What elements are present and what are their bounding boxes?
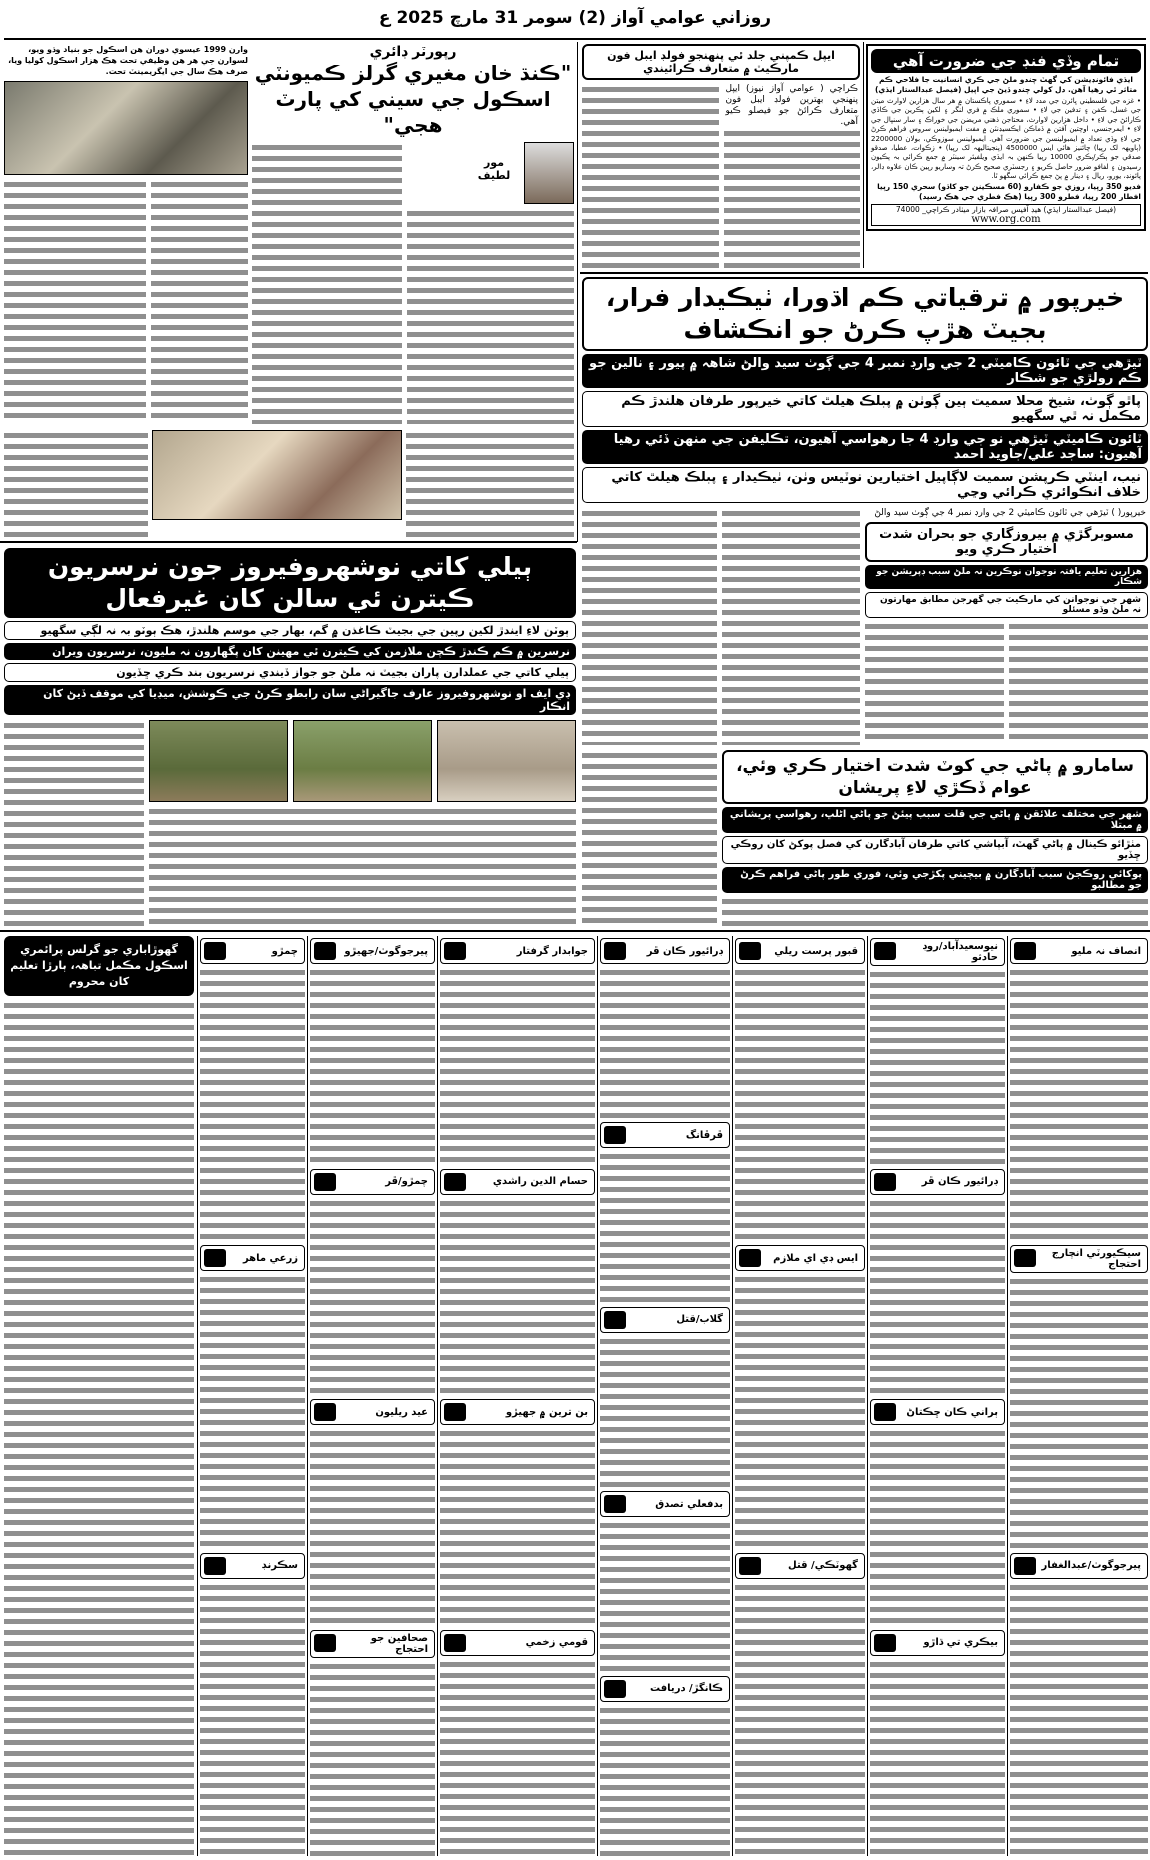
ad-body: • غزه جي فلسطيني ڀائرن جي مدد لاءِ • سموري پاڪستان ۾ هر سال هزارين لاوارث ميتن جي غسل، ڪفن ۽ تدفين جي لاءِ • سموري ملڪ ۾ فري لنگر ۽ لکين ٻڪرين جي ڪاڌي ڪارائڻ جي لاءِ • داخل هزارين لاوارث، محتاجن ذهني مريضن جي خوراڪ ۽ سار سنڀال جي لاءِ • ايمرجنسي، اوچتين آفتن ۾ ڏماڪن ايڪسيڊنٽن ۾ مفت ايمبولينس سروس فراهم ڪرڻ جي لاءِ وڏي تعداد ۾ ايمبولينسن جي ضرورت آهي. ايمبولينس سوزوڪي، بولان 2200000 (ٻاويهہ لک رپيا) چائنيز هائي ايس 4500000 (پنجيتاليهہ لک رپيا) • زڪوات، عطيا، صدقو صدقي جو ٻڪر/ٻڪري 10000 رپيا ڪنهن بہ ايڌي ويلفيئر سينٽر ۾ جمع ڪرائي بہ پڪيون رسيدون ۽ لفافو ضرور حاصل ڪريو ۽ رجسٽري صحيح ڪرڻ تہ وساريو رپين ڪان علاوه ڊالر، پائونڊ، يورو، ريال ۽ دينار ۾ پڻ جمع ڪرائي سگهو ٿا.: [871, 97, 1142, 181]
column-rule: [577, 42, 578, 542]
story-heading-label: ڦرڦانگ: [685, 1129, 723, 1141]
news-story: [1010, 1553, 1148, 1856]
ad-rate-1: فديو 350 رپيا، روزي جو ڪفارو (60 مسڪينن جو کاڌو) سحري 150 رپيا: [877, 181, 1141, 191]
dateline-block-icon: [444, 1173, 466, 1191]
khairpur-subhead-3: ٽائون ڪاميٽي ٽيڙهي نو جي وارڊ 4 جا رهواسي آهيون، تڪليفن جي منهن ڏئي رهيا آهيون: ساجد علي/جاويد احمد: [582, 430, 1148, 464]
dateline-block-icon: [874, 1403, 896, 1421]
story-heading: [310, 1169, 435, 1195]
dateline-block-icon: [739, 942, 761, 960]
article-body-text: [252, 142, 402, 424]
school-children-photo: [152, 430, 402, 520]
article-body-text: [440, 1659, 595, 1857]
news-story: [870, 1630, 1005, 1857]
article-body-text: [600, 1520, 730, 1671]
article-body-text: [600, 1705, 730, 1856]
nursery-photo-1: [149, 720, 288, 802]
khairpur-subhead-1: ٽيڙهي جي ٽائون ڪاميٽي 2 جي وارڊ نمبر 4 جي ڳوٺ سيد والڻ شاهہ ۾ پيور ۽ نالين جو ڪم رولڙي جو شڪار: [582, 354, 1148, 388]
khairpur-subhead-4: نيب، اينٽي ڪرپشن سميت لاڳاپيل اختيارين نوٽيس وٺن، ٺيڪيدار ۽ پبلڪ هيلٿ کاتي خلاف انڪوائري ڪرائي وڃي: [582, 467, 1148, 503]
story-heading-label: عيد ريليون: [375, 1406, 428, 1418]
article-body-text: [1010, 967, 1148, 1241]
article-body-text: [735, 1582, 865, 1856]
column-rule: [437, 936, 438, 1856]
nursery-photo-2: [293, 720, 432, 802]
ad-intro: ايڌي فائونڊيشن کي گهٽ چندو ملڻ جي ڪري انسانيت جا فلاحي ڪم متاثر ٿي رهيا آهن. دل کولي چندو ڏيڻ جي اپيل (فيصل عبدالستار ايڌي): [874, 75, 1138, 94]
water-subhead-3: پوکائي روڪجڻ سبب آبادگارن ۾ بيچيني پکڙجي وئي، فوري طور پاڻي فراهم ڪرڻ جو مطالبو: [722, 867, 1148, 893]
article-body-text: [310, 1661, 435, 1857]
dateline-block-icon: [604, 1311, 626, 1329]
story-heading: [870, 1630, 1005, 1656]
article-body-text: [600, 1151, 730, 1302]
news-story: [870, 1169, 1005, 1396]
story-heading: [870, 1169, 1005, 1195]
story-heading-label: ڪانگڙ/ دريافت: [650, 1683, 723, 1695]
news-column: [440, 938, 595, 1856]
news-story: [600, 1307, 730, 1487]
news-story: [600, 1491, 730, 1671]
dateline-block-icon: [444, 1634, 466, 1652]
story-heading-label: انصاف نہ مليو: [1071, 945, 1141, 957]
section-rule: [580, 272, 1148, 274]
ad-title: تمام وڏي فنڊ جي ضرورت آهي: [871, 49, 1141, 73]
apple-lead: ڪراچي ( عوامي آواز نيوز) ايپل پنهنجي بهترين فولڊ ايبل فون متعارف ڪرائڻ جو فيصلو ڪيو آهي.: [725, 84, 858, 127]
news-story: [870, 1399, 1005, 1626]
story-heading: [600, 938, 730, 964]
water-subhead-2: مٺڙائو ڪينال ۾ پاڻي گهٽ، آبپاشي کاتي طرفان آبادگارن کي فصل پوکڻ کان روڪي ڇڏيو: [722, 836, 1148, 864]
dateline-block-icon: [204, 1249, 226, 1267]
article-body-text: [4, 1000, 194, 1856]
apple-headline: ايپل ڪمپني جلد ئي پنهنجو فولڊ ايبل فون مارڪيٽ ۾ متعارف ڪرائيندي: [582, 44, 860, 80]
story-heading: [870, 938, 1005, 966]
edhi-ad: [866, 44, 1146, 231]
section-rule: [0, 541, 577, 543]
story-heading-label: چمڙو/ڦر: [385, 1176, 428, 1187]
news-story: [200, 1553, 305, 1856]
story-heading: [600, 1676, 730, 1702]
news-story: [310, 1630, 435, 1857]
story-heading-label: بن ترين ۾ جهيڙو: [505, 1406, 588, 1418]
article-body-text: [870, 1198, 1005, 1396]
story-heading-label: سڪرنڊ: [261, 1560, 298, 1572]
article-body-text: [4, 430, 148, 538]
unemployment-subhead-2: شهر جي نوجوانن کي مارڪيٽ جي گهرجن مطابق مهارتون نہ ملڻ وڏو مسئلو: [865, 592, 1148, 618]
dateline-block-icon: [444, 942, 466, 960]
column-rule: [307, 936, 308, 1856]
diary-headline: "ڪنڌ خان مغيري گرلز ڪميونٽي اسڪول جي سيني کي پارٽ هجي": [254, 61, 572, 137]
news-column: [1010, 938, 1148, 1856]
column-rule: [732, 936, 733, 1856]
masthead-rule: [4, 38, 1146, 40]
article-body-text: [582, 750, 717, 926]
article-body-text: [870, 969, 1005, 1165]
story-heading-label: زرعي ماهر: [242, 1252, 298, 1264]
diary-author: مور لطيف: [477, 156, 511, 182]
story-heading-label: بيڪري تي ڌاڙو: [923, 1637, 998, 1648]
story-heading-label: قومي زخمي: [525, 1637, 588, 1648]
article-body-text: [4, 179, 146, 424]
article-body-text: [200, 1582, 305, 1856]
article-body-text: [722, 508, 860, 745]
story-heading-label: صحافين جو احتجاج: [370, 1632, 428, 1655]
article-body-text: [151, 179, 248, 424]
story-heading: [310, 938, 435, 964]
story-heading: [600, 1491, 730, 1517]
article-body-text: [870, 1428, 1005, 1626]
dateline-block-icon: [314, 942, 336, 960]
column-rule: [863, 42, 864, 268]
story-heading-label: پيرجوگوٺ/عبدالغفار: [1041, 1560, 1141, 1572]
story-heading-label: ڊرائيور ڪان ڦر: [921, 1176, 998, 1187]
news-story: [310, 1399, 435, 1626]
dateline-block-icon: [204, 1557, 226, 1575]
article-body-text: [724, 128, 861, 268]
unemployment-subhead-1: هزارين تعليم يافتہ نوجوان نوڪرين نہ ملڻ سبب ڊپريشن جو شڪار: [865, 565, 1148, 589]
nursery-headline: ٻيلي کاتي نوشهروفيروز جون نرسريون ڪيترن ئي سالن کان غيرفعال: [4, 548, 576, 618]
article-body-text: [440, 967, 595, 1165]
article-body-text: [582, 508, 717, 745]
news-story: [440, 1630, 595, 1857]
dateline-block-icon: [204, 942, 226, 960]
dateline-block-icon: [874, 1634, 896, 1652]
page-dateline: روزاني عوامي آواز (2) سومر 31 مارچ 2025 ع: [378, 8, 772, 28]
story-heading-label: گهوٽڪي/ قتل: [788, 1560, 858, 1572]
author-photo: [524, 142, 574, 204]
story-heading: [600, 1307, 730, 1333]
dateline-block-icon: [874, 942, 896, 960]
news-story: [440, 1399, 595, 1626]
dateline-block-icon: [1014, 1249, 1036, 1267]
story-heading-label: چمڙو: [271, 945, 298, 957]
story-heading: [200, 1553, 305, 1579]
khairpur-headline: خيرپور ۾ ترقياتي ڪم اڌورا، ٺيڪيدار فرار، بجيٽ هڙپ ڪرڻ جو انڪشاف: [582, 277, 1148, 351]
column-rule: [197, 936, 198, 1856]
story-heading-label: ايس ڊي اي ملازم: [773, 1252, 858, 1264]
article-body-text: [310, 967, 435, 1165]
story-heading-label: جوابدار گرفتار: [516, 945, 588, 957]
article-body-text: [865, 621, 1004, 745]
news-story: [200, 1245, 305, 1548]
news-story: [735, 1553, 865, 1856]
article-body-text: [310, 1428, 435, 1626]
story-heading-label: پيرجوگوٺ/جهيڙو: [344, 945, 428, 957]
ad-address: (فيصل عبدالستار ايڌي) هيڊ آفيس صرافہ بازار ميٺادر ڪراچي_ 74000: [895, 204, 1117, 214]
diary-label: رپورٽر ڊائري: [369, 44, 457, 60]
article-body-text: [406, 430, 574, 538]
news-column: [600, 938, 730, 1856]
story-heading: [440, 1399, 595, 1425]
news-column: [735, 938, 865, 1856]
dateline-block-icon: [604, 1495, 626, 1513]
water-subhead-1: شهر جي مختلف علائقن ۾ پاڻي جي قلت سبب پيئڻ جو پاڻي اڻلڀ، رهواسي پريشاني ۾ مبتلا: [722, 807, 1148, 833]
article-body-text: [600, 1336, 730, 1487]
story-heading: [735, 1245, 865, 1271]
news-story: [310, 938, 435, 1165]
story-heading-label: گلاب/قتل: [676, 1314, 723, 1326]
story-heading-label: حسام الدين راشدي: [492, 1176, 588, 1187]
article-body-text: [870, 1659, 1005, 1857]
article-body-text: [600, 967, 730, 1118]
article-body-text: [200, 967, 305, 1241]
dateline-block-icon: [1014, 1557, 1036, 1575]
story-heading: [200, 1245, 305, 1271]
story-heading: [440, 938, 595, 964]
nursery-subhead-1: ٻوٽن لاءِ ايندڙ لکين رپين جي بجيٽ ڪاغذن ۾ گم، بهار جي موسم هلندڙ، هڪ ٻوٽو بہ نہ لڳي سگهيو: [4, 621, 576, 640]
article-body-text: [407, 208, 574, 424]
news-story: [1010, 938, 1148, 1241]
column-rule: [867, 936, 868, 1856]
section-rule: [0, 930, 1150, 932]
dateline-block-icon: [444, 1403, 466, 1421]
news-story: [735, 1245, 865, 1548]
story-heading: [600, 1122, 730, 1148]
dateline-block-icon: [314, 1173, 336, 1191]
nursery-subhead-2: نرسرين ۾ ڪم ڪندڙ ڪچن ملازمن کي ڪيترن ئي مهينن کان پگهارون نہ مليون، نرسريون ويران: [4, 643, 576, 660]
story-heading: [735, 1553, 865, 1579]
article-body-text: [1010, 1276, 1148, 1548]
school-box-headline: گهوڙاباري جو گرلس پرائمري اسڪول مڪمل تباهہ، ٻارڙا تعليم کان محروم: [4, 936, 194, 996]
column-rule: [597, 936, 598, 1856]
nursery-subhead-3: ٻيلي کاتي جي عملدارن پاران بجيٽ نہ ملڻ جو جواز ڏيندي نرسريون بند ڪري ڇڏيون: [4, 663, 576, 682]
article-body-text: [1010, 1582, 1148, 1856]
story-heading: [310, 1399, 435, 1425]
story-heading: [310, 1630, 435, 1658]
dateline-block-icon: [739, 1557, 761, 1575]
dateline-block-icon: [604, 1126, 626, 1144]
dateline-block-icon: [314, 1403, 336, 1421]
news-story: [1010, 1245, 1148, 1548]
story-heading: [440, 1169, 595, 1195]
khairpur-subhead-2: پاٿو ڳوٺ، شيخ محلا سميت ٻين ڳوٺن ۾ پبلڪ هيلٿ کاتي خيرپور طرفان هلندڙ ڪم مڪمل نہ ٿي سگهيو: [582, 391, 1148, 427]
ad-website[interactable]: www.org.com: [971, 213, 1041, 225]
story-heading-label: بدفعلي تصدق: [655, 1498, 723, 1510]
nursery-photo-3: [437, 720, 576, 802]
school-staff-photo: [4, 81, 248, 175]
story-heading-label: ٻراني ڪان ڇڪتاڻ: [906, 1406, 998, 1418]
news-story: [600, 938, 730, 1118]
column-rule: [1007, 936, 1008, 1856]
article-body-text: [149, 806, 576, 926]
news-story: [870, 938, 1005, 1165]
article-body-text: [735, 1274, 865, 1548]
story-heading-label: ڊرائيور ڪان ڦر: [646, 945, 723, 957]
news-story: [200, 938, 305, 1241]
story-heading-label: قبور پرست ريلي: [774, 945, 858, 957]
dateline-block-icon: [1014, 942, 1036, 960]
ad-rate-2: افطار 200 رپيا، فطرو 300 رپيا (هڪ فطري جي هڪ رسيد): [919, 191, 1141, 201]
article-body-text: [1009, 621, 1148, 745]
khairpur-lead: خيرپور( ) ٽيڙهي جي ٽائون ڪاميٽي 2 جي وارڊ نمبر 4 جي ڳوٺ سيد والڻ: [865, 508, 1148, 519]
dateline-block-icon: [604, 1680, 626, 1698]
news-story: [600, 1122, 730, 1302]
story-heading: [1010, 1553, 1148, 1579]
story-heading-label: نيوسعيدآباد/روڊ حادثو: [922, 941, 998, 963]
news-story: [310, 1169, 435, 1396]
unemployment-headline: مسوبرگڙي ۾ بيروزگاري جو بحران شدت اختيار ڪري ويو: [865, 522, 1148, 562]
nursery-subhead-4: ڊي ايف او نوشهروفيروز عارف جاگيراڻي سان رابطو ڪرڻ جي ڪوشش، ميڊيا کي موقف ڏيڻ کان انڪار: [4, 685, 576, 715]
dateline-block-icon: [314, 1634, 336, 1652]
story-heading: [870, 1399, 1005, 1425]
dateline-block-icon: [739, 1249, 761, 1267]
story-heading: [735, 938, 865, 964]
diary-side-lead: وارن 1999 عيسوي دوران هن اسڪول جو بنياد وڌو ويو، لسوارن جي هر هن وظيفي تحت هڪ هزار اسڪول کوليا ويا، صرف هڪ سال جي ايگريمينٽ تحت.: [4, 44, 248, 77]
news-column: [870, 938, 1005, 1856]
news-column: [200, 938, 305, 1856]
story-heading: [1010, 938, 1148, 964]
story-heading: [440, 1630, 595, 1656]
article-body-text: [440, 1198, 595, 1396]
news-column: [310, 938, 435, 1856]
news-story: [600, 1676, 730, 1856]
article-body-text: [722, 896, 1148, 926]
article-body-text: [4, 720, 144, 926]
dateline-block-icon: [604, 942, 626, 960]
news-story: [440, 1169, 595, 1396]
news-story: [735, 938, 865, 1241]
article-body-text: [440, 1428, 595, 1626]
story-heading: [1010, 1245, 1148, 1273]
water-headline: سامارو ۾ پاڻي جي کوٽ شدت اختيار ڪري وئي، عوام ڏڪڙي لاءِ پريشان: [722, 750, 1148, 804]
article-body-text: [200, 1274, 305, 1548]
article-body-text: [582, 84, 719, 268]
dateline-block-icon: [874, 1173, 896, 1191]
story-heading: [200, 938, 305, 964]
story-heading-label: سيڪيورٽي انچارج احتجاج: [1051, 1248, 1141, 1271]
news-story: [440, 938, 595, 1165]
article-body-text: [735, 967, 865, 1241]
article-body-text: [310, 1198, 435, 1396]
